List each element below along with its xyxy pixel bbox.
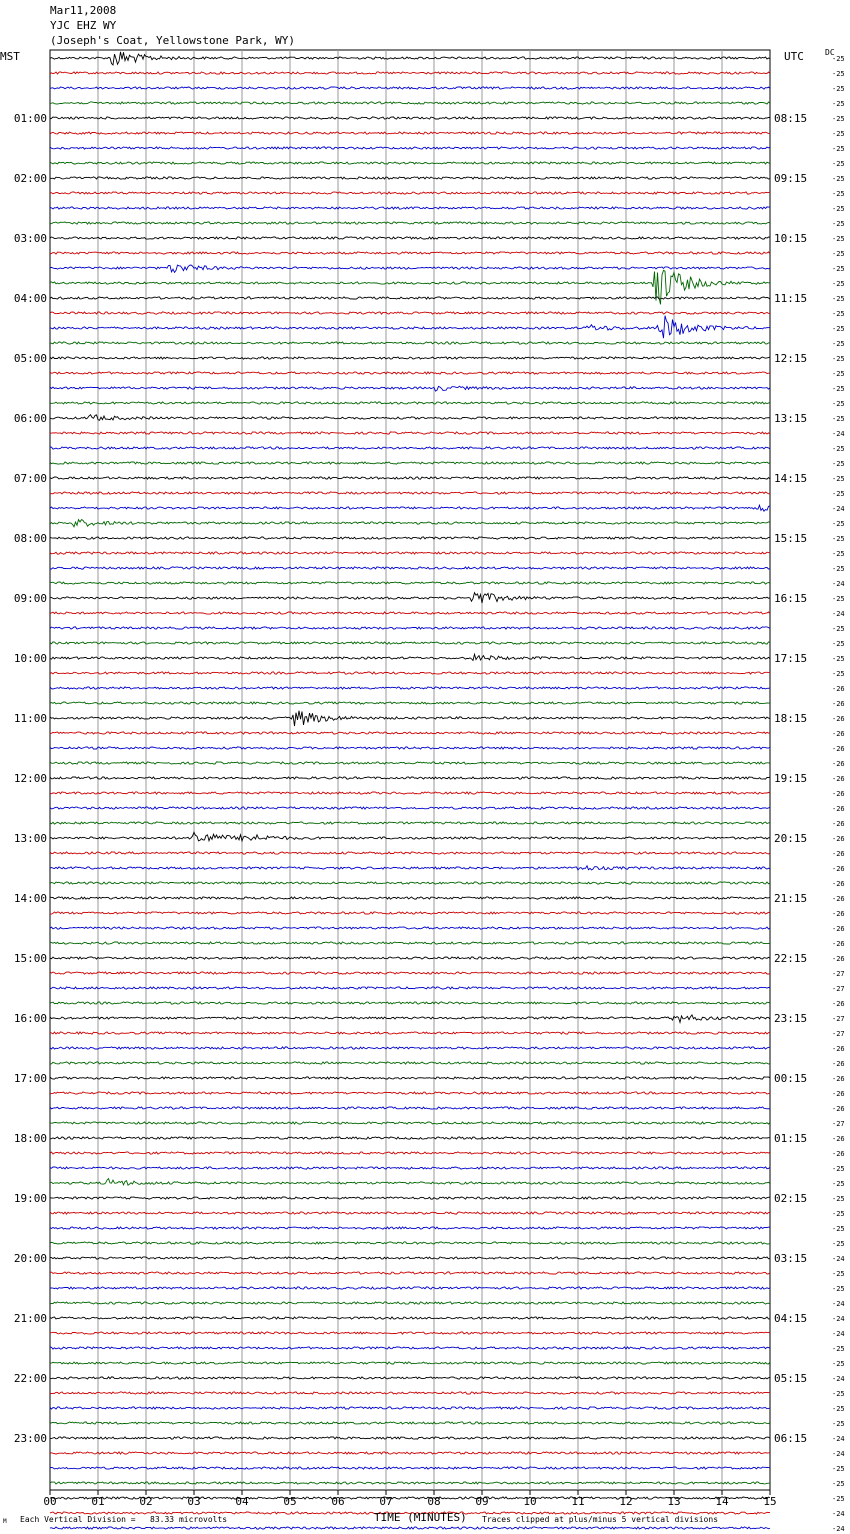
trace-row-56: [50, 897, 770, 899]
dc-offset-label: -25: [832, 535, 845, 543]
trace-row-27: [50, 462, 770, 464]
dc-offset-label: -24: [832, 1330, 845, 1338]
trace-row-46: [50, 747, 770, 749]
dc-offset-label: -24: [832, 1450, 845, 1458]
x-tick-label: 10: [523, 1495, 537, 1508]
dc-offset-label: -25: [832, 1390, 845, 1398]
trace-row-19: [50, 342, 770, 344]
x-tick-label: 08: [427, 1495, 441, 1508]
trace-row-42: [50, 687, 770, 689]
trace-row-49: [50, 792, 770, 794]
x-tick-label: 01: [91, 1495, 105, 1508]
trace-row-92: [50, 1437, 770, 1439]
trace-row-18: [50, 316, 770, 339]
dc-offset-label: -26: [832, 1105, 845, 1113]
trace-row-40: [50, 654, 770, 660]
trace-row-41: [50, 672, 770, 674]
dc-offset-label: -26: [832, 940, 845, 948]
hour-label-utc: 09:15: [774, 172, 808, 185]
dc-offset-label: -24: [832, 610, 845, 618]
dc-offset-label: -26: [832, 775, 845, 783]
dc-offset-label: -25: [832, 55, 845, 63]
trace-row-17: [50, 312, 770, 314]
hour-label-utc: 22:15: [774, 952, 808, 965]
trace-row-23: [50, 402, 770, 404]
dc-offset-label: -25: [832, 490, 845, 498]
dc-offset-label: -25: [832, 235, 845, 243]
dc-offset-label: -26: [832, 820, 845, 828]
trace-row-60: [50, 957, 770, 959]
trace-row-4: [50, 117, 770, 119]
trace-row-74: [50, 1167, 770, 1169]
hour-label-mst: 19:00: [13, 1192, 47, 1205]
station-code: YJC EHZ WY: [50, 19, 117, 32]
dc-offset-label: -25: [832, 415, 845, 423]
dc-offset-label: -25: [832, 265, 845, 273]
dc-offset-label: -25: [832, 400, 845, 408]
trace-row-84: [50, 1317, 770, 1319]
dc-offset-label: -25: [832, 1225, 845, 1233]
dc-offset-label: -25: [832, 175, 845, 183]
record-date: Mar11,2008: [50, 4, 117, 17]
trace-row-62: [50, 987, 770, 989]
dc-offset-label: -25: [832, 1270, 845, 1278]
hour-label-utc: 05:15: [774, 1372, 808, 1385]
trace-row-87: [50, 1362, 770, 1364]
scale-note: Each Vertical Division = 83.33 microvolts: [20, 1515, 228, 1524]
dc-offset-label: -26: [832, 880, 845, 888]
trace-row-67: [50, 1062, 770, 1064]
dc-offset-label: -26: [832, 850, 845, 858]
dc-offset-label: -25: [832, 220, 845, 228]
dc-offset-label: -25: [832, 70, 845, 78]
dc-offset-label: -26: [832, 955, 845, 963]
trace-row-21: [50, 372, 770, 374]
dc-offset-label: -25: [832, 1210, 845, 1218]
hour-label-utc: 08:15: [774, 112, 808, 125]
dc-offset-label: -26: [832, 685, 845, 693]
trace-row-28: [50, 477, 770, 479]
hour-label-utc: 23:15: [774, 1012, 808, 1025]
dc-offset-label: -25: [832, 1420, 845, 1428]
dc-offset-label: -24: [832, 1510, 845, 1518]
dc-offset-label: -26: [832, 1150, 845, 1158]
dc-offset-label: -25: [832, 565, 845, 573]
hour-label-mst: 04:00: [13, 292, 47, 305]
dc-offset-label: -25: [832, 205, 845, 213]
dc-offset-label: -25: [832, 460, 845, 468]
trace-row-82: [50, 1287, 770, 1289]
hour-label-utc: 06:15: [774, 1432, 808, 1445]
trace-row-39: [50, 642, 770, 644]
dc-offset-label: -25: [832, 1405, 845, 1413]
trace-row-36: [50, 593, 770, 603]
trace-row-2: [50, 87, 770, 89]
trace-row-45: [50, 732, 770, 734]
dc-offset-label: -24: [832, 580, 845, 588]
dc-offset-label: -25: [832, 1285, 845, 1293]
trace-row-53: [50, 852, 770, 854]
hour-label-mst: 23:00: [13, 1432, 47, 1445]
dc-offset-label: -24: [832, 505, 845, 513]
hour-label-mst: 03:00: [13, 232, 47, 245]
trace-row-10: [50, 207, 770, 209]
trace-row-57: [50, 912, 770, 914]
dc-offset-label: -26: [832, 1045, 845, 1053]
dc-offset-label: -25: [832, 1360, 845, 1368]
dc-offset-label: -26: [832, 760, 845, 768]
trace-row-93: [50, 1452, 770, 1454]
trace-row-14: [50, 265, 770, 272]
hour-label-mst: 01:00: [13, 112, 47, 125]
hour-label-utc: 18:15: [774, 712, 808, 725]
trace-row-12: [50, 237, 770, 239]
trace-row-52: [50, 832, 770, 841]
trace-row-22: [50, 386, 770, 391]
trace-row-50: [50, 807, 770, 809]
trace-row-0: [50, 52, 770, 65]
x-tick-label: 06: [331, 1495, 345, 1508]
dc-offset-label: -26: [832, 1075, 845, 1083]
dc-offset-label: -24: [832, 1375, 845, 1383]
dc-offset-label: -24: [832, 1300, 845, 1308]
dc-offset-label: -26: [832, 730, 845, 738]
hour-label-mst: 15:00: [13, 952, 47, 965]
trace-row-29: [50, 492, 770, 494]
dc-offset-label: -27: [832, 970, 845, 978]
trace-row-54: [50, 866, 770, 870]
dc-offset-label: -26: [832, 715, 845, 723]
hour-label-mst: 18:00: [13, 1132, 47, 1145]
trace-row-83: [50, 1302, 770, 1304]
dc-offset-label: -25: [832, 190, 845, 198]
dc-offset-label: -25: [832, 355, 845, 363]
trace-row-85: [50, 1332, 770, 1334]
hour-label-mst: 17:00: [13, 1072, 47, 1085]
trace-row-24: [50, 415, 770, 421]
dc-offset-label: -25: [832, 1195, 845, 1203]
x-axis-title: TIME (MINUTES): [374, 1511, 467, 1524]
hour-label-mst: 02:00: [13, 172, 47, 185]
dc-offset-label: -26: [832, 790, 845, 798]
trace-row-91: [50, 1422, 770, 1424]
dc-offset-label: -26: [832, 925, 845, 933]
dc-offset-label: -26: [832, 835, 845, 843]
x-tick-label: 04: [235, 1495, 249, 1508]
dc-offset-label: -25: [832, 1495, 845, 1503]
trace-row-78: [50, 1227, 770, 1229]
trace-row-98: [50, 1527, 770, 1529]
trace-row-66: [50, 1047, 770, 1049]
dc-offset-heading: DC: [825, 48, 835, 57]
trace-row-73: [50, 1152, 770, 1154]
dc-offset-label: -25: [832, 445, 845, 453]
x-tick-label: 03: [187, 1495, 201, 1508]
dc-offset-label: -26: [832, 1000, 845, 1008]
dc-offset-label: -25: [832, 595, 845, 603]
x-tick-label: 12: [619, 1495, 633, 1508]
trace-row-30: [50, 505, 770, 511]
dc-offset-label: -25: [832, 640, 845, 648]
trace-row-16: [50, 297, 770, 299]
trace-row-71: [50, 1122, 770, 1124]
dc-offset-label: -27: [832, 1015, 845, 1023]
hour-label-utc: 12:15: [774, 352, 808, 365]
dc-offset-label: -25: [832, 100, 845, 108]
hour-label-mst: 05:00: [13, 352, 47, 365]
dc-offset-label: -24: [832, 430, 845, 438]
trace-row-94: [50, 1467, 770, 1469]
dc-offset-label: -25: [832, 250, 845, 258]
trace-row-31: [50, 520, 770, 527]
trace-row-80: [50, 1257, 770, 1259]
dc-offset-label: -25: [832, 1180, 845, 1188]
trace-row-43: [50, 702, 770, 704]
hour-label-utc: 13:15: [774, 412, 808, 425]
trace-row-86: [50, 1347, 770, 1349]
dc-offset-label: -26: [832, 700, 845, 708]
trace-row-70: [50, 1107, 770, 1109]
dc-offset-label: -26: [832, 1060, 845, 1068]
left-timezone: MST: [0, 50, 20, 63]
trace-row-3: [50, 102, 770, 104]
hour-label-mst: 20:00: [13, 1252, 47, 1265]
trace-row-37: [50, 612, 770, 614]
hour-label-mst: 06:00: [13, 412, 47, 425]
dc-offset-label: -26: [832, 865, 845, 873]
dc-offset-label: -25: [832, 160, 845, 168]
dc-offset-label: -24: [832, 1525, 845, 1533]
trace-row-20: [50, 357, 770, 359]
hour-label-mst: 14:00: [13, 892, 47, 905]
dc-offset-label: -25: [832, 670, 845, 678]
trace-row-48: [50, 777, 770, 779]
trace-row-69: [50, 1092, 770, 1094]
hour-label-utc: 16:15: [774, 592, 808, 605]
dc-offset-label: -24: [832, 1435, 845, 1443]
dc-offset-label: -25: [832, 340, 845, 348]
trace-row-38: [50, 627, 770, 629]
hour-label-mst: 08:00: [13, 532, 47, 545]
trace-row-32: [50, 537, 770, 539]
hour-label-utc: 03:15: [774, 1252, 808, 1265]
x-tick-label: 09: [475, 1495, 489, 1508]
hour-label-mst: 22:00: [13, 1372, 47, 1385]
x-tick-label: 14: [715, 1495, 729, 1508]
trace-row-6: [50, 147, 770, 149]
dc-offset-label: -26: [832, 745, 845, 753]
dc-offset-label: -25: [832, 145, 845, 153]
dc-offset-label: -25: [832, 625, 845, 633]
dc-offset-label: -25: [832, 1165, 845, 1173]
trace-row-96: [50, 1497, 770, 1499]
hour-label-utc: 15:15: [774, 532, 808, 545]
dc-offset-label: -25: [832, 280, 845, 288]
trace-row-75: [50, 1179, 770, 1186]
trace-row-68: [50, 1077, 770, 1079]
trace-row-64: [50, 1015, 770, 1023]
trace-row-11: [50, 222, 770, 224]
dc-offset-label: -25: [832, 295, 845, 303]
dc-offset-label: -25: [832, 550, 845, 558]
hour-label-mst: 16:00: [13, 1012, 47, 1025]
trace-row-8: [50, 177, 770, 179]
trace-row-26: [50, 447, 770, 449]
dc-offset-label: -25: [832, 85, 845, 93]
x-tick-label: 13: [667, 1495, 681, 1508]
trace-row-47: [50, 762, 770, 764]
dc-offset-label: -25: [832, 310, 845, 318]
trace-row-72: [50, 1137, 770, 1139]
hour-label-mst: 07:00: [13, 472, 47, 485]
hour-label-utc: 17:15: [774, 652, 808, 665]
hour-label-utc: 20:15: [774, 832, 808, 845]
trace-row-88: [50, 1377, 770, 1379]
dc-offset-label: -27: [832, 1030, 845, 1038]
trace-row-51: [50, 822, 770, 824]
trace-row-79: [50, 1242, 770, 1244]
trace-row-5: [50, 132, 770, 134]
plot-frame: [50, 50, 770, 1490]
dc-offset-label: -24: [832, 1315, 845, 1323]
hour-label-utc: 01:15: [774, 1132, 808, 1145]
hour-label-mst: 12:00: [13, 772, 47, 785]
x-tick-label: 15: [763, 1495, 777, 1508]
dc-offset-label: -27: [832, 1120, 845, 1128]
corner-mark: M: [3, 1518, 7, 1525]
x-tick-label: 11: [571, 1495, 585, 1508]
trace-row-33: [50, 552, 770, 554]
dc-offset-label: -26: [832, 1135, 845, 1143]
dc-offset-label: -26: [832, 910, 845, 918]
trace-row-65: [50, 1032, 770, 1034]
trace-row-81: [50, 1272, 770, 1274]
hour-label-utc: 10:15: [774, 232, 808, 245]
dc-offset-label: -26: [832, 1090, 845, 1098]
trace-row-90: [50, 1407, 770, 1409]
trace-row-25: [50, 432, 770, 434]
dc-offset-label: -25: [832, 325, 845, 333]
x-tick-label: 02: [139, 1495, 153, 1508]
trace-row-34: [50, 567, 770, 569]
trace-row-13: [50, 252, 770, 254]
hour-label-mst: 13:00: [13, 832, 47, 845]
dc-offset-label: -25: [832, 1480, 845, 1488]
hour-label-mst: 11:00: [13, 712, 47, 725]
hour-label-mst: 10:00: [13, 652, 47, 665]
dc-offset-label: -26: [832, 895, 845, 903]
trace-row-61: [50, 972, 770, 974]
hour-label-utc: 00:15: [774, 1072, 808, 1085]
dc-offset-label: -24: [832, 1255, 845, 1263]
right-timezone: UTC: [784, 50, 804, 63]
dc-offset-label: -25: [832, 1345, 845, 1353]
trace-row-55: [50, 882, 770, 884]
dc-offset-label: -25: [832, 1240, 845, 1248]
trace-row-7: [50, 162, 770, 164]
hour-label-mst: 09:00: [13, 592, 47, 605]
hour-label-utc: 11:15: [774, 292, 808, 305]
hour-label-utc: 02:15: [774, 1192, 808, 1205]
trace-row-76: [50, 1197, 770, 1199]
dc-offset-label: -25: [832, 385, 845, 393]
hour-label-mst: 21:00: [13, 1312, 47, 1325]
x-tick-label: 07: [379, 1495, 393, 1508]
trace-row-35: [50, 582, 770, 584]
dc-offset-label: -25: [832, 1465, 845, 1473]
trace-row-89: [50, 1392, 770, 1394]
hour-label-utc: 04:15: [774, 1312, 808, 1325]
x-tick-label: 05: [283, 1495, 297, 1508]
trace-row-63: [50, 1002, 770, 1004]
trace-row-9: [50, 192, 770, 194]
dc-offset-label: -25: [832, 115, 845, 123]
trace-row-77: [50, 1212, 770, 1214]
x-tick-label: 00: [43, 1495, 57, 1508]
trace-row-15: [50, 270, 770, 304]
dc-offset-label: -25: [832, 475, 845, 483]
hour-label-utc: 21:15: [774, 892, 808, 905]
station-location: (Joseph's Coat, Yellowstone Park, WY): [50, 34, 296, 47]
dc-offset-label: -25: [832, 370, 845, 378]
trace-row-1: [50, 72, 770, 74]
dc-offset-label: -26: [832, 805, 845, 813]
trace-row-95: [50, 1482, 770, 1484]
trace-row-59: [50, 942, 770, 944]
trace-row-44: [50, 711, 770, 726]
dc-offset-label: -27: [832, 985, 845, 993]
dc-offset-label: -25: [832, 130, 845, 138]
dc-offset-label: -25: [832, 520, 845, 528]
hour-label-utc: 19:15: [774, 772, 808, 785]
dc-offset-label: -25: [832, 655, 845, 663]
clip-note: Traces clipped at plus/minus 5 vertical divisions: [482, 1515, 719, 1524]
hour-label-utc: 14:15: [774, 472, 808, 485]
trace-row-58: [50, 927, 770, 929]
